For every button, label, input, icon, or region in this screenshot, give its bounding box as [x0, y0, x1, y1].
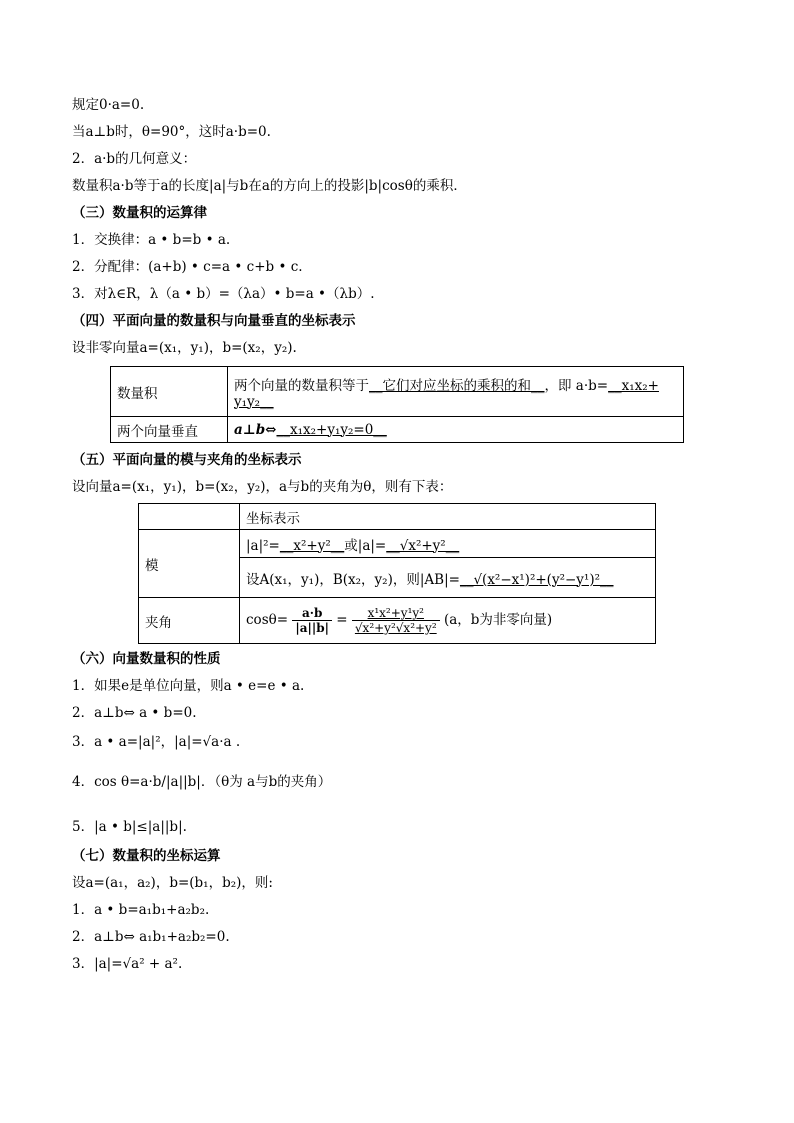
numerator: a·b — [292, 606, 332, 621]
answer-blank: __√x²+y²__ — [386, 537, 460, 554]
text-line: 设a=(a₁，a₂)，b=(b₁，b₂)，则: — [72, 875, 273, 891]
answer-blank: y₁y₂__ — [234, 393, 274, 410]
table-cell — [139, 504, 240, 530]
cell-text: cosθ= — [246, 612, 289, 628]
text-line: 2．a⊥b⇔ a • b=0. — [72, 705, 197, 721]
answer-blank: __√(x²−x¹)²+(y²−y¹)²__ — [459, 571, 614, 588]
cell-text: = — [336, 612, 348, 628]
text-line: 规定0·a=0. — [72, 97, 145, 113]
section-heading: （四）平面向量的数量积与向量垂直的坐标表示 — [72, 313, 356, 329]
text-line: 3．a • a=|a|²，|a|=√a·a . — [72, 734, 241, 750]
section-heading: （六）向量数量积的性质 — [72, 651, 221, 667]
cell-text: 设A(x₁，y₁)，B(x₂，y₂)，则|AB|= — [246, 571, 460, 588]
text-line: 当a⊥b时，θ=90°，这时a·b=0. — [72, 124, 271, 140]
text-line: 3．|a|=√a² + a². — [72, 956, 183, 972]
table-cell: 数量积 — [111, 367, 228, 417]
table-cell: 模 — [139, 530, 240, 598]
fraction — [292, 606, 332, 635]
section-heading: （七）数量积的坐标运算 — [72, 848, 221, 864]
text-line: 1．交换律：a • b=b • a. — [72, 232, 231, 248]
table-cell — [240, 530, 656, 558]
denominator: |a||b| — [295, 621, 329, 635]
section-heading: （五）平面向量的模与夹角的坐标表示 — [72, 452, 302, 468]
text-line: 2．a·b的几何意义： — [72, 151, 197, 167]
table-cell — [228, 417, 684, 443]
answer-blank: __x₁x₂+ — [608, 377, 659, 394]
table-cell — [240, 598, 656, 644]
table-cell: 两个向量垂直 — [111, 417, 228, 443]
cell-text: |a|²= — [246, 537, 280, 554]
fraction — [352, 606, 440, 635]
cell-text: (a，b为非零向量) — [443, 612, 553, 628]
text-line: 3．对λ∈R，λ（a • b）=（λa）• b=a •（λb）. — [72, 286, 375, 302]
text-line: 2．a⊥b⇔ a₁b₁+a₂b₂=0. — [72, 929, 230, 945]
table-cell — [240, 558, 656, 598]
text-line: 4．cos θ=a·b/|a||b|．（θ为 a与b的夹角） — [72, 774, 332, 790]
text-line: 1．a • b=a₁b₁+a₂b₂. — [72, 902, 210, 918]
table-header: 坐标表示 — [240, 504, 656, 530]
text-line: 1．如果e是单位向量，则a • e=e • a. — [72, 678, 305, 694]
answer-blank: __x₁x₂+y₁y₂=0__ — [276, 421, 387, 438]
numerator: x¹x²+y¹y² — [352, 606, 440, 621]
text-line: 5．|a • b|≤|a||b|. — [72, 819, 187, 835]
cell-text: ，即 a·b= — [544, 377, 609, 394]
answer-blank: __它们对应坐标的乘积的和__ — [369, 377, 545, 394]
text-line: 2．分配律：(a+b) • c=a • c+b • c. — [72, 259, 303, 275]
cell-text: 或|a|= — [344, 537, 387, 554]
text-line: 设非零向量a=(x₁，y₁)，b=(x₂，y₂). — [72, 340, 297, 356]
text-line: 数量积a·b等于a的长度|a|与b在a的方向上的投影|b|cosθ的乘积． — [72, 178, 467, 194]
modulus-angle-table — [138, 503, 656, 644]
section-heading: （三）数量积的运算律 — [72, 205, 207, 221]
denominator: √x²+y²√x²+y² — [354, 621, 437, 635]
cell-text: a⊥b⇔ — [234, 421, 277, 438]
cell-text: 两个向量的数量积等于 — [234, 377, 369, 394]
text-line: 设向量a=(x₁，y₁)，b=(x₂，y₂)，a与b的夹角为θ，则有下表： — [72, 479, 453, 495]
dot-product-table — [110, 366, 684, 443]
table-cell — [228, 367, 684, 417]
table-cell: 夹角 — [139, 598, 240, 644]
answer-blank: __x²+y²__ — [279, 537, 345, 554]
